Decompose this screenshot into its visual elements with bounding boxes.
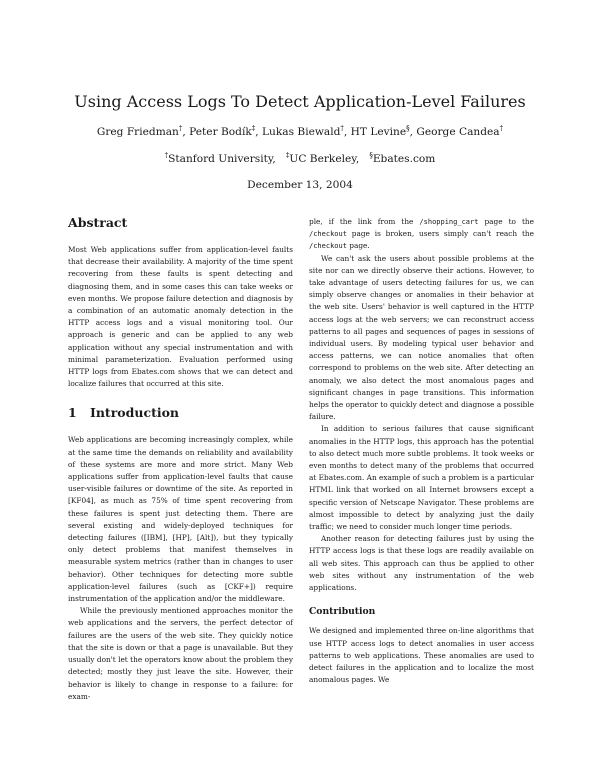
contribution-text: We designed and implemented three on-line algorithms that use HTTP access logs to detect anomalies in user access patterns to web applications. These anomalies are used to detect failures in the application and to localize the most anomalous pages. We [309,626,534,685]
affil-name: Stanford University, [168,153,276,165]
intro-paragraph: Web applications are becoming increasingly complex, while at the same time the demands on reliability and availability of these systems are more and more strict. Many Web applications suffer from application-level faults that cause user-visible failures or downtime of the site. As reported in [KF04], as much as 75% of time spent recovering from these failures is spent just detecting them. There are several existing and widely-deployed techniques for detecting failures ([IBM], [HP], [Alt]), but they typically only detect problems that manifest themselves in measurable system metrics (rather than in changes to user behavior). Other techniques for detecting more subtle application-level failures (such as [CKF+]) require instrumentation of the application and/or the middleware. [68,435,293,604]
contribution-heading: Contribution [309,606,376,618]
affiliations [0,153,600,165]
author-name: George Candea [416,126,500,138]
code-path: /checkout [309,242,347,251]
text-run: ple, if the link from the [309,217,420,226]
section-title: Introduction [90,405,180,421]
right-column [309,216,534,686]
author-list: Greg Friedman†, Peter Bodík‡, Lukas Biewald†, HT Levine§, George Candea† [96,124,504,138]
author-name: Peter Bodík [189,126,252,138]
affil-mark: ‡ [285,151,290,160]
abstract-text: Most Web applications suffer from application-level faults that decrease their availability. A majority of the time spent recovering from these faults is spent detecting and diagnosing them, and in some cases this can take weeks or even months. We propose failure detection and diagnosis by a combination of an automatic anomaly detection in the HTTP access logs and a visual monitoring tool. Our approach is generic and can be applied to any web application without any special instrumentation and with minimal parameterization. Evaluation performed using HTTP logs from Ebates.com shows that we can detect and localize failures that occurred at this site. [68,245,293,389]
text-run: page is broken, users simply can't reach the [346,229,534,239]
paper-date: December 13, 2004 [247,179,353,191]
code-path: /shopping_cart [419,218,479,226]
text-run: page to the [478,217,534,226]
left-column [68,216,293,703]
author-mark: ‡ [251,124,256,133]
author-mark: † [178,124,183,133]
affil-name: UC Berkeley, [289,153,360,165]
section-number: 1 [68,405,77,421]
author-name: Greg Friedman [96,126,179,138]
author-mark: † [499,124,504,133]
affil-mark: † [164,151,169,160]
intro-paragraph-continued [309,216,534,253]
text-run: page. [346,241,370,251]
paper-title: Using Access Logs To Detect Application-Level Failures [74,92,526,111]
author-name: Lukas Biewald [262,126,341,138]
author-mark: † [340,124,344,133]
intro-paragraph: Another reason for detecting failures just by using the HTTP access logs is that these logs are readily available on all web sites. This approach can thus be applied to other web sites without any instrumentation of the web applications. [309,534,534,593]
author-name: HT Levine [350,126,407,138]
intro-paragraph: In addition to serious failures that cause significant anomalies in the HTTP logs, this approach has the potential to also detect much more subtle problems. It took weeks or even months to detect many of the problems that occurred at Ebates.com. An example of such a problem is a particular HTML link that worked on all Internet browsers except a specific version of Netscape Navigator. These problems are almost impossible to detect by analyzing just the daily traffic; we need to consider much longer time periods. [309,424,534,532]
intro-paragraph: We can't ask the users about possible problems at the site nor can we directly observe their actions. However, to take advantage of users detecting failures for us, we can simply observe changes or anomalies in their behavior at the web site. Users' behavior is well captured in the HTTP access logs at the web servers; we can reconstruct access patterns to all pages and sequences of pages in sessions of individual users. By modeling typical user behavior and access patterns, we can notice anomalies that often correspond to problems on the web site. After detecting an anomaly, we also detect the most anomalous pages and significant changes in page transitions. This information helps the operator to quickly detect and diagnose a possible failure. [309,253,534,422]
abstract-heading: Abstract [68,215,128,230]
intro-paragraph: While the previously mentioned approaches monitor the web applications and the servers, the perfect detector of failures are the users of the web site. They quickly notice that the site is down or that a page is unavailable. But they usually don't let the operators know about the problem they detected; mostly they just leave the site. However, their behavior is likely to change in response to a failure: for exam- [68,606,293,701]
intro-heading [68,406,293,420]
affil-name: Ebates.com [372,153,436,165]
affil-mark: § [369,151,373,160]
author-mark: § [406,124,410,133]
code-path: /checkout [309,230,347,239]
